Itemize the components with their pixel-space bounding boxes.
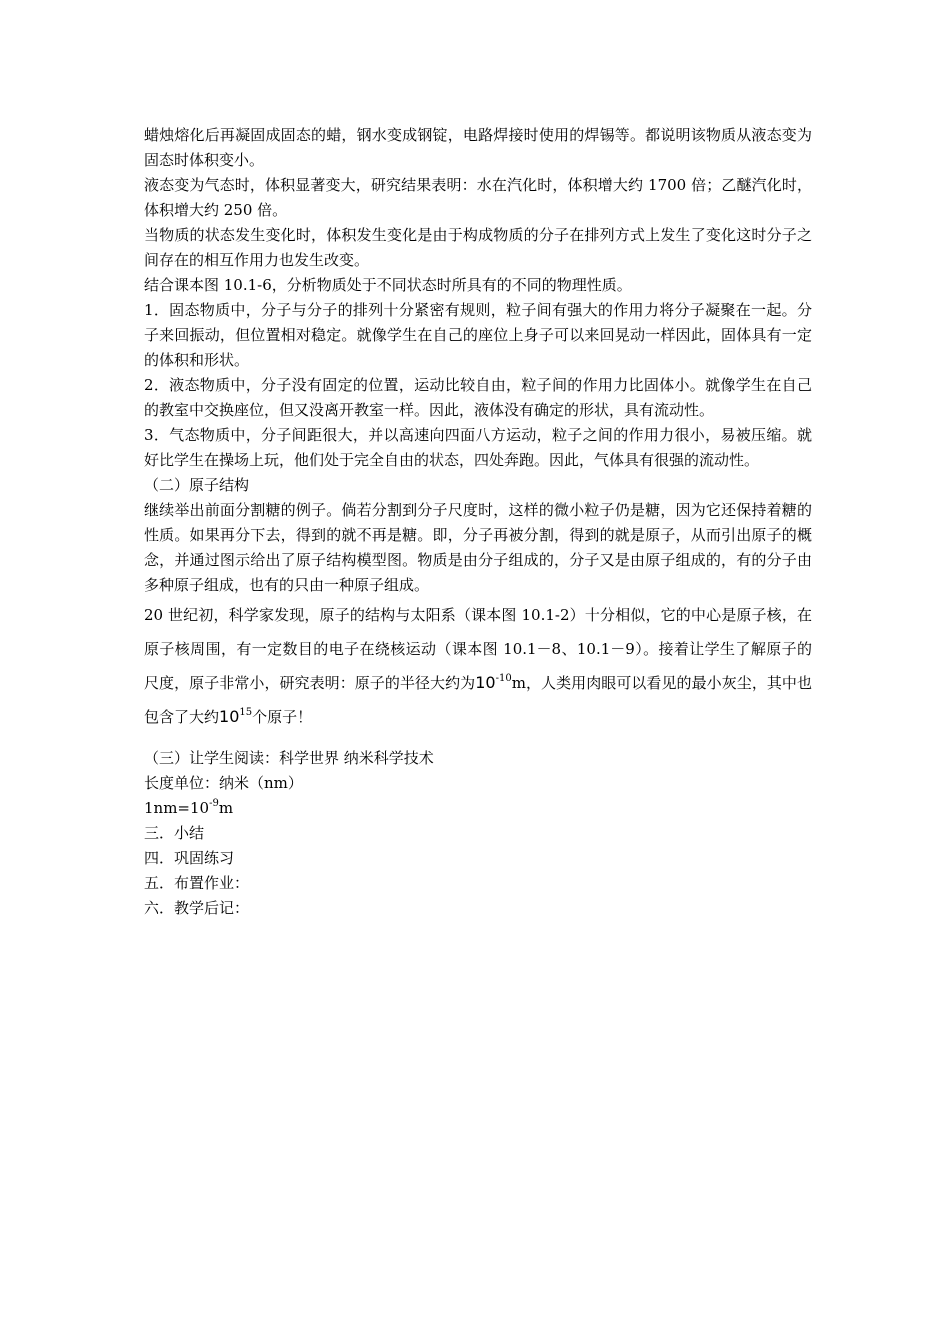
paragraph-solid-state: 1．固态物质中，分子与分子的排列十分紧密有规则，粒子间有强大的作用力将分子凝聚在一起。分子来回振动，但位置相对稳定。就像学生在自己的座位上身子可以来回晃动一样因此，固体具有一定的体积和形状。 [144,301,812,369]
atom-radius-base: 10 [475,673,496,692]
paragraph-figure-reference: 结合课本图 10.1-6，分析物质处于不同状态时所具有的不同的物理性质。 [144,276,632,294]
outline-practice: 四．巩固练习 [144,849,235,867]
reading-heading: （三）让学生阅读：科学世界 纳米科学技术 [144,749,434,767]
outline-teaching-notes: 六．教学后记： [144,899,250,917]
nm-formula-suffix: m [218,799,234,817]
document-page [144,123,812,921]
outline-homework: 五．布置作业： [144,874,250,892]
atom-text-c: 个原子！ [252,708,313,726]
paragraph-sugar-division: 继续举出前面分割糖的例子。倘若分割到分子尺度时，这样的微小粒子仍是糖，因为它还保持着糖的性质。如果再分下去，得到的就不再是糖。即，分子再被分割，得到的就是原子，从而引出原子的概念，并通过图示给出了原子结构模型图。物质是由分子组成的，分子又是由原子组成的，有的分子由多种原子组成，也有的只由一种原子组成。 [144,501,812,594]
atom-count-base: 10 [219,707,240,726]
section-heading-atom-structure: （二）原子结构 [144,476,250,494]
paragraph-atom-scale [144,598,812,734]
length-unit-line: 长度单位：纳米（nm） [144,774,303,792]
atom-text-b: m，人类用肉眼可以看见的最小灰尘，其中也包含了大约 [144,674,812,726]
atom-radius-exponent: -10 [495,673,512,684]
paragraph-state-change: 当物质的状态发生变化时，体积发生变化是由于构成物质的分子在排列方式上发生了变化这时分子之间存在的相互作用力也发生改变。 [144,226,812,269]
nm-formula-exponent: -9 [209,798,219,809]
atom-count-exponent: 15 [239,707,253,718]
paragraph-liquid-state: 2．液态物质中，分子没有固定的位置，运动比较自由，粒子间的作用力比固体小。就像学生在自己的教室中交换座位，但又没离开教室一样。因此，液体没有确定的形状，具有流动性。 [144,376,812,419]
paragraph-gas-state: 3．气态物质中，分子间距很大，并以高速向四面八方运动，粒子之间的作用力很小，易被压缩。就好比学生在操场上玩，他们处于完全自由的状态，四处奔跑。因此，气体具有很强的流动性。 [144,426,812,469]
atom-text-a: 20 世纪初，科学家发现，原子的结构与太阳系（课本图 10.1-2）十分相似，它的中心是原子核，在原子核周围，有一定数目的电子在绕核运动（课本图 10.1－8、10.1－9）。接着让学生了解原子的尺度，原子非常小，研究表明：原子的半径大约为 [144,606,812,692]
paragraph-vaporize-volume: 液态变为气态时，体积显著变大，研究结果表明：水在汽化时，体积增大约 1700 倍；乙醚汽化时，体积增大约 250 倍。 [144,176,812,219]
nanometer-formula [144,796,812,821]
paragraph-solidify-volume: 蜡烛熔化后再凝固成固态的蜡，钢水变成钢锭，电路焊接时使用的焊锡等。都说明该物质从液态变为固态时体积变小。 [144,126,812,169]
nm-formula-prefix: 1nm=10 [144,799,210,817]
outline-summary: 三．小结 [144,824,205,842]
